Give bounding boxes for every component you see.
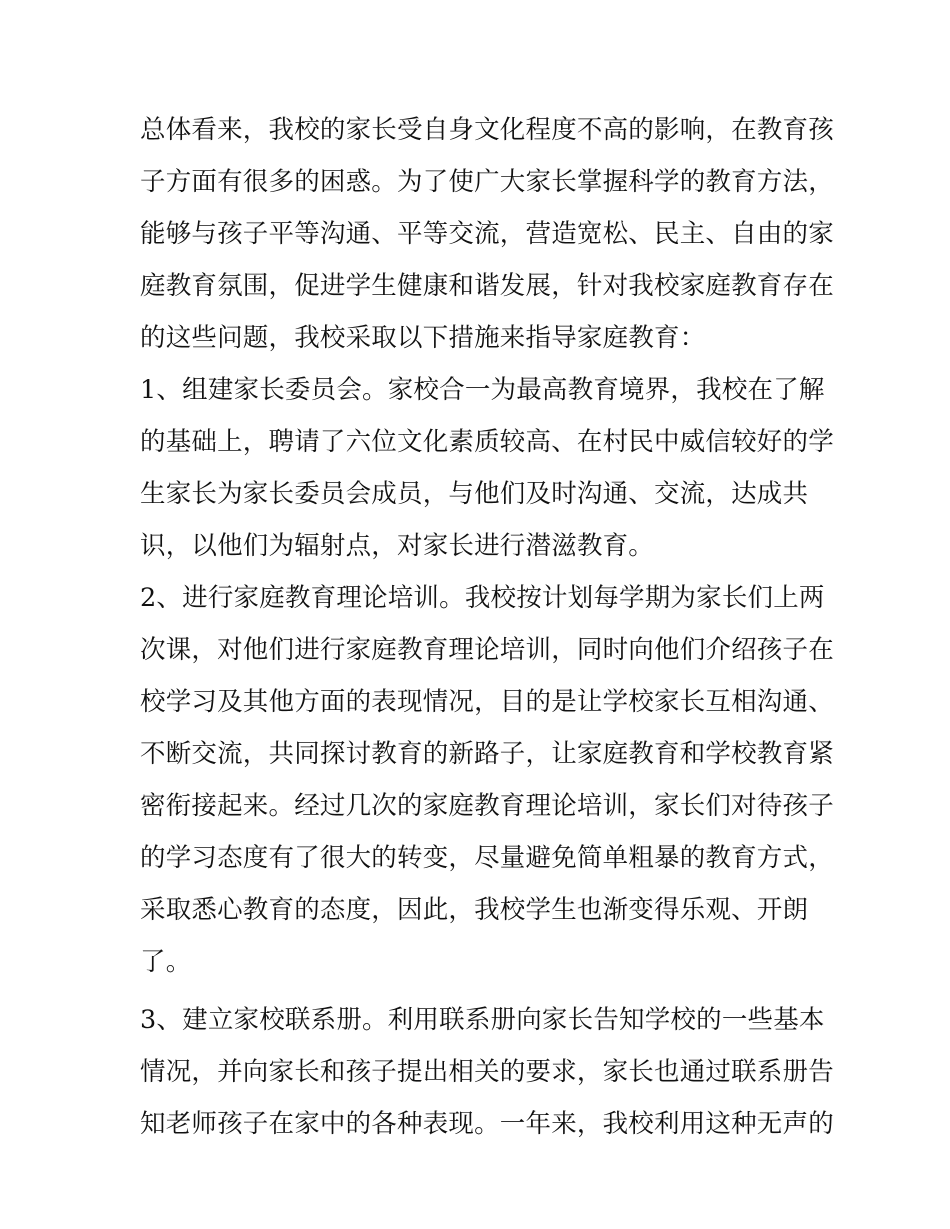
body-text — [140, 104, 834, 1150]
text-line: 2、进行家庭教育理论培训。我校按计划每学期为家长们上两 — [140, 583, 825, 613]
text-line: 总体看来，我校的家长受自身文化程度不高的影响，在教育孩 — [140, 115, 834, 145]
text-line: 庭教育氛围，促进学生健康和谐发展，针对我校家庭教育存在 — [140, 271, 834, 301]
text-line: 识，以他们为辐射点，对家长进行潜滋教育。 — [140, 531, 655, 561]
text-line: 次课，对他们进行家庭教育理论培训，同时向他们介绍孩子在 — [140, 635, 834, 665]
text-line: 的学习态度有了很大的转变，尽量避免简单粗暴的教育方式， — [140, 843, 834, 873]
text-line: 密衔接起来。经过几次的家庭教育理论培训，家长们对待孩子 — [140, 791, 834, 821]
text-line: 校学习及其他方面的表现情况，目的是让学校家长互相沟通、 — [140, 687, 834, 717]
text-line: 了。 — [140, 947, 192, 977]
text-line: 的基础上，聘请了六位文化素质较高、在村民中威信较好的学 — [140, 427, 834, 457]
text-line: 能够与孩子平等沟通、平等交流，营造宽松、民主、自由的家 — [140, 219, 834, 249]
text-line: 不断交流，共同探讨教育的新路子，让家庭教育和学校教育紧 — [140, 739, 834, 769]
text-line: 采取悉心教育的态度，因此，我校学生也渐变得乐观、开朗 — [140, 895, 809, 925]
text-line: 3、建立家校联系册。利用联系册向家长告知学校的一些基本 — [140, 1005, 825, 1035]
text-line: 子方面有很多的困惑。为了使广大家长掌握科学的教育方法， — [140, 167, 834, 197]
text-line: 知老师孩子在家中的各种表现。一年来，我校利用这种无声的 — [140, 1109, 834, 1139]
text-line: 的这些问题，我校采取以下措施来指导家庭教育： — [140, 323, 706, 353]
text-line: 生家长为家长委员会成员，与他们及时沟通、交流，达成共 — [140, 479, 809, 509]
text-line: 情况，并向家长和孩子提出相关的要求，家长也通过联系册告 — [140, 1057, 834, 1087]
text-line: 1、组建家长委员会。家校合一为最高教育境界，我校在了解 — [140, 375, 825, 405]
